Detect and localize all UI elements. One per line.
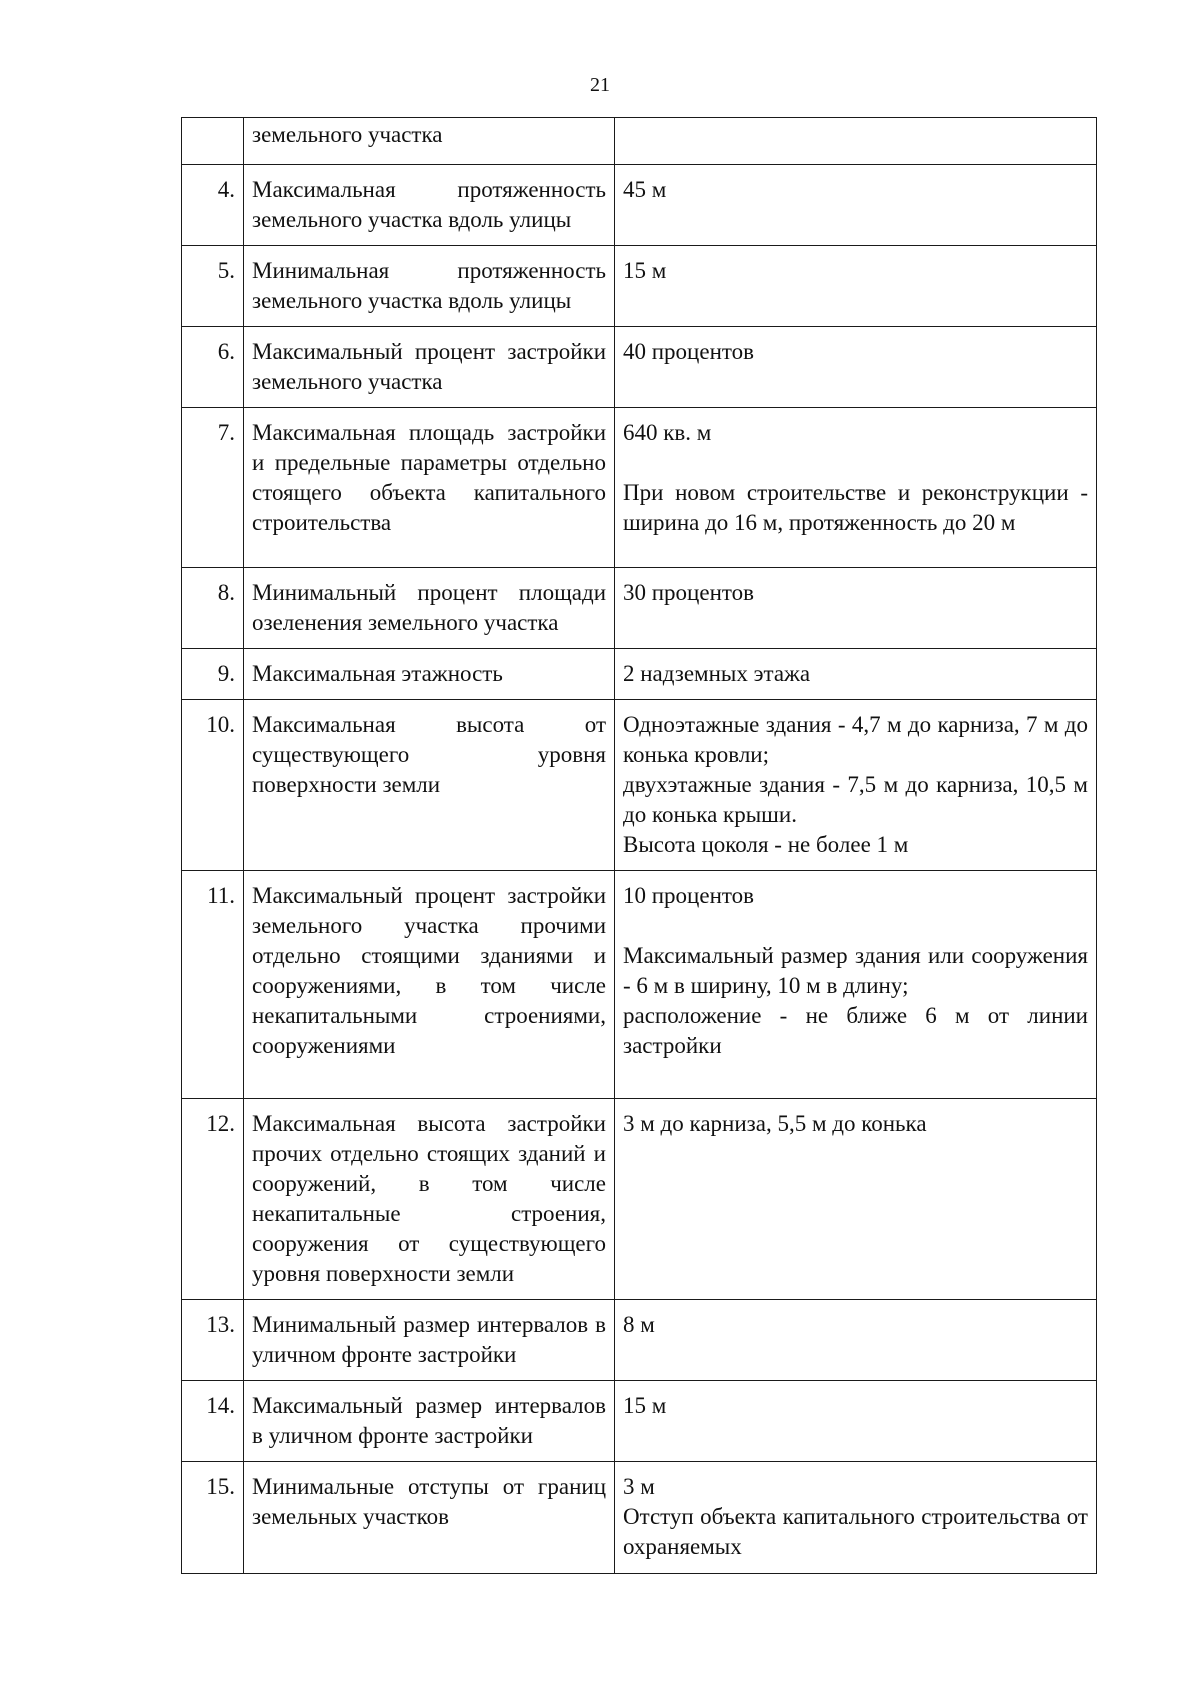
value-cell	[615, 246, 1097, 327]
value-line: 30 процентов	[623, 580, 754, 605]
value-cell	[615, 1462, 1097, 1574]
value-cell	[615, 165, 1097, 246]
parameter-cell: Максимальная высота от существующего уровня поверхности земли	[244, 700, 615, 871]
value-line: Одноэтажные здания - 4,7 м до карниза, 7 м до конька кровли;	[623, 712, 1088, 767]
row-number: 5.	[182, 246, 244, 327]
table-row	[182, 700, 1097, 871]
parameter-cell: Минимальная протяженность земельного участка вдоль улицы	[244, 246, 615, 327]
value-cell	[615, 649, 1097, 700]
table-row	[182, 408, 1097, 568]
parameter-cell: Максимальный процент застройки земельного участка	[244, 327, 615, 408]
parameter-cell: Максимальный размер интервалов в уличном фронте застройки	[244, 1381, 615, 1462]
value-line: двухэтажные здания - 7,5 м до карниза, 10,5 м до конька крыши.	[623, 772, 1088, 827]
value-line: 640 кв. м	[623, 420, 712, 445]
row-number: 14.	[182, 1381, 244, 1462]
value-cell	[615, 1300, 1097, 1381]
page-number: 21	[590, 74, 610, 96]
row-number: 11.	[182, 871, 244, 1099]
value-line: 8 м	[623, 1312, 655, 1337]
row-number: 8.	[182, 568, 244, 649]
table-row	[182, 1300, 1097, 1381]
parameter-cell: земельного участка	[244, 118, 615, 165]
row-number: 13.	[182, 1300, 244, 1381]
row-number: 10.	[182, 700, 244, 871]
value-cell	[615, 568, 1097, 649]
value-line: 45 м	[623, 177, 667, 202]
row-number: 9.	[182, 649, 244, 700]
parameter-cell: Максимальная площадь застройки и предельные параметры отдельно стоящего объекта капитального строительства	[244, 408, 615, 568]
value-cell	[615, 700, 1097, 871]
value-line: Высота цоколя - не более 1 м	[623, 832, 909, 857]
row-number: 7.	[182, 408, 244, 568]
value-line: 3 м до карниза, 5,5 м до конька	[623, 1111, 927, 1136]
value-line: 40 процентов	[623, 339, 754, 364]
value-cell	[615, 118, 1097, 165]
value-cell	[615, 871, 1097, 1099]
value-cell	[615, 1381, 1097, 1462]
parameter-cell: Максимальный процент застройки земельного участка прочими отдельно стоящими зданиями и сооружениями, в том числе некапитальными строениями, сооружениями	[244, 871, 615, 1099]
parameter-cell: Максимальная этажность	[244, 649, 615, 700]
value-line: расположение - не ближе 6 м от линии застройки	[623, 1003, 1088, 1058]
row-number: 15.	[182, 1462, 244, 1574]
table-row	[182, 1099, 1097, 1300]
table-row	[182, 165, 1097, 246]
value-line: 2 надземных этажа	[623, 661, 811, 686]
value-cell	[615, 408, 1097, 568]
regulations-table	[181, 117, 1097, 1574]
table-row	[182, 118, 1097, 165]
value-line: 10 процентов	[623, 883, 754, 908]
value-line: 15 м	[623, 1393, 667, 1418]
value-line: 3 м	[623, 1474, 655, 1499]
table-row	[182, 568, 1097, 649]
parameter-cell: Минимальные отступы от границ земельных участков	[244, 1462, 615, 1574]
value-line: Максимальный размер здания или сооружения - 6 м в ширину, 10 м в длину;	[623, 943, 1088, 998]
table-row	[182, 327, 1097, 408]
value-cell	[615, 327, 1097, 408]
parameter-cell: Максимальная высота застройки прочих отдельно стоящих зданий и сооружений, в том числе некапитальные строения, сооружения от существующего уровня поверхности земли	[244, 1099, 615, 1300]
row-number	[182, 118, 244, 165]
row-number: 4.	[182, 165, 244, 246]
parameter-cell: Минимальный размер интервалов в уличном фронте застройки	[244, 1300, 615, 1381]
table-row	[182, 649, 1097, 700]
table-row	[182, 1381, 1097, 1462]
value-line: 15 м	[623, 258, 667, 283]
value-line: Отступ объекта капитального строительства от охраняемых	[623, 1504, 1088, 1559]
row-number: 6.	[182, 327, 244, 408]
parameter-cell: Минимальный процент площади озеленения земельного участка	[244, 568, 615, 649]
parameter-cell: Максимальная протяженность земельного участка вдоль улицы	[244, 165, 615, 246]
value-cell	[615, 1099, 1097, 1300]
table-row	[182, 1462, 1097, 1574]
table-row	[182, 871, 1097, 1099]
value-line: При новом строительстве и реконструкции - ширина до 16 м, протяженность до 20 м	[623, 480, 1088, 535]
row-number: 12.	[182, 1099, 244, 1300]
table-row	[182, 246, 1097, 327]
